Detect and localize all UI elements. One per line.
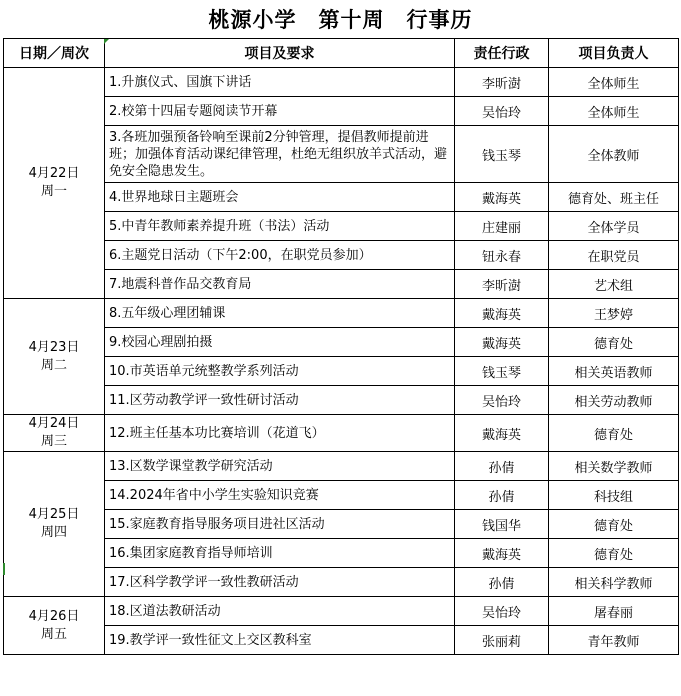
date-label: 4月26日 [28,608,80,624]
item-cell: 7.地震科普作品交教育局 [105,270,455,299]
weekday-label: 周三 [40,434,67,449]
date-cell [4,452,105,597]
date-label: 4月25日 [28,507,80,522]
admin-cell: 张丽莉 [455,626,549,655]
owner-cell: 相关英语教师 [549,357,679,386]
item-cell: 3.各班加强预备铃响至课前2分钟管理，提倡教师提前进班；加强体育活动课纪律管理，杜绝无组织放羊式活动，避免安全隐患发生。 [105,126,455,183]
date-cell [4,415,105,452]
item-cell: 17.区科学教学评一致性教研活动 [105,568,455,597]
admin-cell: 戴海英 [455,328,549,357]
admin-cell: 钱玉琴 [455,126,549,183]
table-row [4,68,679,97]
item-cell: 19.教学评一致性征文上交区教科室 [105,626,455,655]
admin-cell: 钮永春 [455,241,549,270]
header-admin: 责任行政 [455,39,549,68]
table-row [4,183,679,212]
table-row [4,481,679,510]
owner-cell: 青年教师 [549,626,679,655]
admin-cell: 孙倩 [455,452,549,481]
admin-cell: 戴海英 [455,539,549,568]
weekday-label: 周四 [40,525,67,540]
table-row [4,241,679,270]
schedule-body [4,68,679,655]
owner-cell: 德育处 [549,328,679,357]
admin-cell: 孙倩 [455,481,549,510]
date-cell [4,68,105,299]
weekday-label: 周五 [40,626,67,642]
admin-cell: 钱玉琴 [455,357,549,386]
item-cell: 14.2024年省中小学生实验知识竞赛 [105,481,455,510]
owner-cell: 德育处 [549,415,679,452]
date-label: 4月23日 [28,339,80,355]
admin-cell: 李昕澍 [455,68,549,97]
item-cell: 2.校第十四届专题阅读节开幕 [105,97,455,126]
cell-error-marker [3,563,5,575]
admin-cell: 吴怡玲 [455,597,549,626]
table-row [4,299,679,328]
admin-cell: 戴海英 [455,299,549,328]
admin-cell: 李昕澍 [455,270,549,299]
owner-cell: 全体师生 [549,68,679,97]
weekday-label: 周二 [40,357,67,373]
table-row [4,126,679,183]
owner-cell: 屠春丽 [549,597,679,626]
item-cell: 8.五年级心理团辅课 [105,299,455,328]
item-cell: 18.区道法教研活动 [105,597,455,626]
owner-cell: 相关劳动教师 [549,386,679,415]
owner-cell: 德育处、班主任 [549,183,679,212]
owner-cell: 全体师生 [549,97,679,126]
admin-cell: 戴海英 [455,415,549,452]
owner-cell: 在职党员 [549,241,679,270]
page-title: 桃源小学 第十周 行事历 [208,8,473,32]
table-row [4,452,679,481]
owner-cell: 相关数学教师 [549,452,679,481]
header-owner: 项目负责人 [549,39,679,68]
table-row [4,597,679,626]
item-cell: 15.家庭教育指导服务项目进社区活动 [105,510,455,539]
table-row [4,328,679,357]
item-cell: 12.班主任基本功比赛培训（花道飞） [105,415,455,452]
weekday-label: 周一 [40,184,67,199]
table-row [4,415,679,452]
item-cell: 4.世界地球日主题班会 [105,183,455,212]
table-row [4,212,679,241]
header-date: 日期／周次 [4,39,105,68]
table-row [4,510,679,539]
owner-cell: 全体学员 [549,212,679,241]
item-cell: 6.主题党日活动（下午2:00，在职党员参加） [105,241,455,270]
owner-cell: 艺术组 [549,270,679,299]
date-cell [4,597,105,655]
date-label: 4月22日 [28,166,80,181]
admin-cell: 吴怡玲 [455,97,549,126]
owner-cell: 德育处 [549,510,679,539]
cell-comment-marker [104,39,109,44]
date-cell [4,299,105,415]
admin-cell: 孙倩 [455,568,549,597]
item-cell: 10.市英语单元统整教学系列活动 [105,357,455,386]
admin-cell: 吴怡玲 [455,386,549,415]
admin-cell: 庄建丽 [455,212,549,241]
table-row [4,357,679,386]
owner-cell: 德育处 [549,539,679,568]
item-cell: 9.校园心理剧拍摄 [105,328,455,357]
table-row [4,97,679,126]
schedule-table [3,38,679,655]
owner-cell: 王梦婷 [549,299,679,328]
item-cell: 13.区数学课堂教学研究活动 [105,452,455,481]
header-item: 项目及要求 [105,39,455,68]
table-row [4,270,679,299]
table-row [4,539,679,568]
admin-cell: 戴海英 [455,183,549,212]
table-row [4,626,679,655]
item-cell: 5.中青年教师素养提升班（书法）活动 [105,212,455,241]
owner-cell: 科技组 [549,481,679,510]
item-cell: 1.升旗仪式、国旗下讲话 [105,68,455,97]
date-label: 4月24日 [28,416,80,431]
admin-cell: 钱国华 [455,510,549,539]
owner-cell: 相关科学教师 [549,568,679,597]
item-cell: 11.区劳动教学评一致性研讨活动 [105,386,455,415]
table-row [4,386,679,415]
item-cell: 16.集团家庭教育指导师培训 [105,539,455,568]
owner-cell: 全体教师 [549,126,679,183]
table-row [4,568,679,597]
